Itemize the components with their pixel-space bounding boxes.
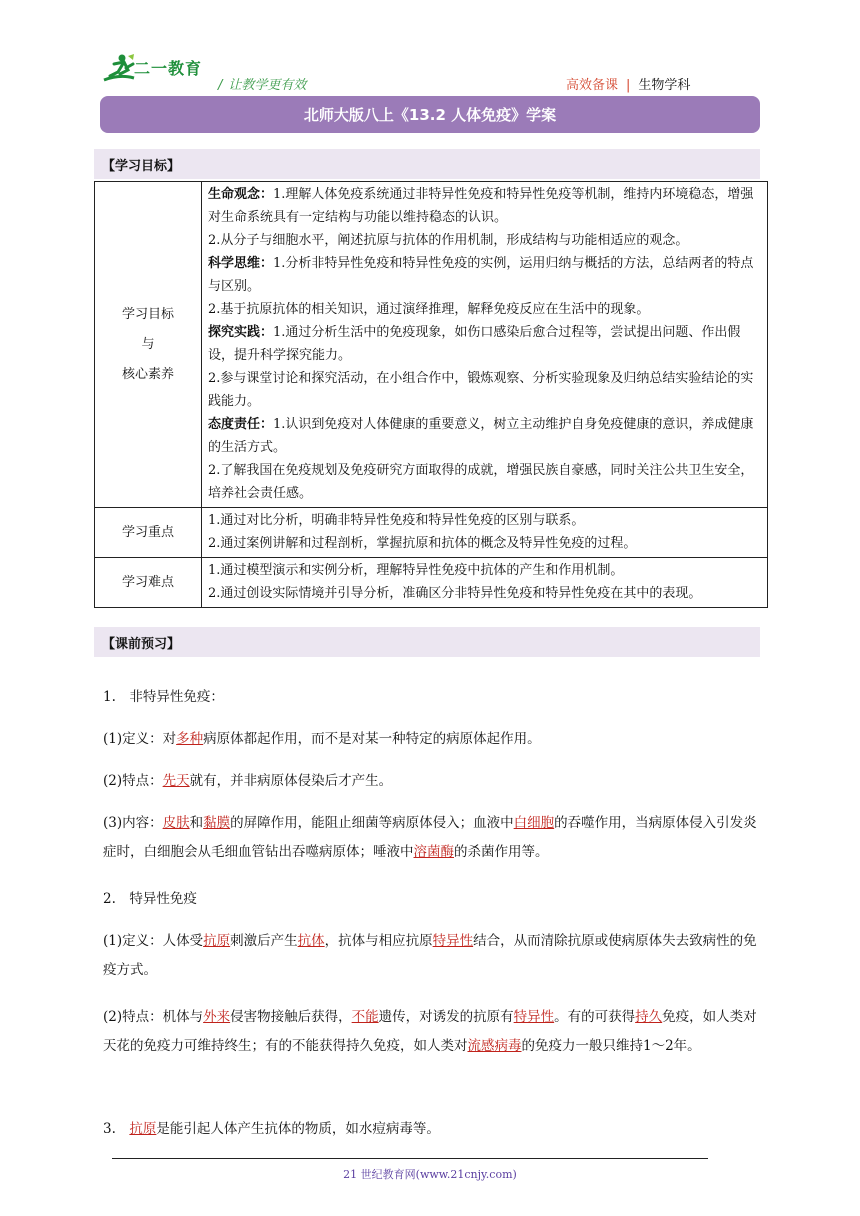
text: ，抗体与相应抗原: [324, 933, 433, 949]
answer-blank: 皮肤: [162, 815, 190, 831]
text: 就有，并非病原体侵染后才产生。: [189, 773, 393, 789]
answer-blank: 不能: [351, 1009, 379, 1025]
answer-blank: 流感病毒: [467, 1038, 522, 1054]
answer-blank: 多种: [176, 731, 204, 747]
preview-paragraph: [103, 767, 763, 796]
document-title-bar: [100, 96, 760, 133]
text: 。有的可获得: [554, 1009, 636, 1025]
objectives-label-cell: [95, 182, 202, 508]
footer-text: 21 世纪教育网(www.21cnjy.com): [343, 1168, 517, 1181]
objectives-table: [94, 181, 768, 608]
answer-blank: 外来: [203, 1009, 231, 1025]
text: (1)定义：对: [103, 731, 177, 747]
preview-paragraph: [103, 1003, 763, 1061]
text: 的吞噬作用，当病原体侵入引发炎症时，白细胞会从毛细血管钻出吞噬病原体；唾液中: [103, 815, 757, 860]
text: 3.: [103, 1121, 130, 1137]
objective-item: [208, 367, 763, 413]
slogan: / 让教学更有效: [218, 78, 307, 93]
slogan-text: 让教学更有效: [228, 78, 307, 93]
objective-item: [208, 298, 763, 321]
preview-paragraph: [103, 927, 763, 985]
text: 的屏障作用，能阻止细菌等病原体侵入；血液中: [230, 815, 514, 831]
objective-text: 2.基于抗原抗体的相关知识，通过演绎推理，解释免疫反应在生活中的现象。: [208, 302, 650, 317]
objectives-content-cell: [202, 182, 768, 508]
objective-item: [208, 459, 763, 505]
objective-text: 1.认识到免疫对人体健康的重要意义，树立主动维护自身免疫健康的意识，养成健康的生活方式。: [208, 417, 754, 455]
objective-item: [208, 229, 763, 252]
preview-paragraph: [103, 809, 763, 867]
key-points-label: 学习重点: [95, 508, 202, 558]
section-preview-header: [94, 627, 760, 657]
text: (1)定义：人体受: [103, 933, 204, 949]
tag-efficient-prep: 高效备课: [566, 78, 619, 93]
preview-paragraph: [103, 725, 763, 754]
objective-text: 1.理解人体免疫系统通过非特异性免疫和特异性免疫等机制，维持内环境稳态，增强对生命系统具有一定结构与功能以维持稳态的认识。: [208, 187, 754, 225]
answer-blank: 抗体: [297, 933, 325, 949]
brand-tags: [566, 74, 690, 93]
text: 免疫，如人类对天花的免疫力可维持终生；有的不能获得持久免疫，如人类对: [103, 1009, 757, 1054]
text: 的免疫力一般只维持1～2年。: [521, 1038, 701, 1054]
section-preview-title: 【课前预习】: [102, 636, 181, 652]
preview-paragraph: [103, 1115, 763, 1144]
key-point-item: 2.通过案例讲解和过程剖析，掌握抗原和抗体的概念及特异性免疫的过程。: [208, 536, 637, 551]
label-line: 学习目标: [121, 306, 174, 322]
objective-item: [208, 252, 763, 298]
preview-heading-2: 2. 特异性免疫: [103, 891, 197, 907]
footer-divider: [112, 1158, 708, 1159]
key-points-content: [202, 508, 768, 558]
label-line: 核心素养: [121, 366, 174, 382]
preview-heading-1: 1. 非特异性免疫：: [103, 689, 224, 705]
key-point-item: 1.通过对比分析，明确非特异性免疫和特异性免疫的区别与联系。: [208, 513, 585, 528]
difficulties-content: [202, 558, 768, 608]
section-objectives-header: [94, 149, 760, 179]
objective-item: [208, 413, 763, 459]
objective-keyword: 态度责任：: [208, 417, 274, 432]
table-row-objectives: [95, 182, 768, 508]
text: 结合，从而清除抗原或使病原体失去致病性的免疫方式。: [103, 933, 757, 978]
answer-blank: 抗原: [203, 933, 231, 949]
answer-blank: 先天: [162, 773, 190, 789]
section-objectives-title: 【学习目标】: [102, 158, 181, 174]
objective-keyword: 科学思维：: [208, 256, 274, 271]
text: (2)特点：: [103, 773, 163, 789]
objective-item: [208, 321, 763, 367]
answer-blank: 持久: [635, 1009, 663, 1025]
document-title: 北师大版八上《13.2 人体免疫》学案: [303, 106, 557, 124]
objective-keyword: 探究实践：: [208, 325, 274, 340]
text: 遗传，对诱发的抗原有: [378, 1009, 514, 1025]
objective-keyword: 生命观念：: [208, 187, 274, 202]
text: 和: [189, 815, 204, 831]
answer-blank: 溶菌酶: [413, 844, 454, 860]
tag-subject: 生物学科: [638, 78, 691, 93]
difficulty-item: 2.通过创设实际情境并引导分析，准确区分非特异性免疫和特异性免疫在其中的表现。: [208, 586, 702, 601]
objective-text: 1.分析非特异性免疫和特异性免疫的实例，运用归纳与概括的方法，总结两者的特点与区别。: [208, 256, 754, 294]
difficulties-label: 学习难点: [95, 558, 202, 608]
objective-text: 2.了解我国在免疫规划及免疫研究方面取得的成就，增强民族自豪感，同时关注公共卫生安全，培养社会责任感。: [208, 463, 754, 501]
text: 的杀菌作用等。: [454, 844, 549, 860]
objective-text: 2.参与课堂讨论和探究活动，在小组合作中，锻炼观察、分析实验现象及归纳总结实验结论的实践能力。: [208, 371, 754, 409]
text: 刺激后产生: [230, 933, 298, 949]
text: (3)内容：: [103, 815, 163, 831]
logo-text: 二一教育: [134, 59, 203, 78]
objective-text: 1.通过分析生活中的免疫现象，如伤口感染后愈合过程等，尝试提出问题、作出假设，提升科学探究能力。: [208, 325, 741, 363]
objective-text: 2.从分子与细胞水平，阐述抗原与抗体的作用机制，形成结构与功能相适应的观念。: [208, 233, 689, 248]
answer-blank: 特异性: [432, 933, 474, 949]
text: 是能引起人体产生抗体的物质，如水痘病毒等。: [156, 1121, 440, 1137]
answer-blank: 黏膜: [203, 815, 231, 831]
text: 侵害物接触后获得，: [230, 1009, 352, 1025]
answer-blank: 特异性: [513, 1009, 555, 1025]
text: (2)特点：机体与: [103, 1009, 204, 1025]
table-row-key-points: [95, 508, 768, 558]
objective-item: [208, 183, 763, 229]
answer-blank: 白细胞: [513, 815, 555, 831]
answer-blank: 抗原: [129, 1121, 157, 1137]
difficulty-item: 1.通过模型演示和实例分析，理解特异性免疫中抗体的产生和作用机制。: [208, 563, 624, 578]
label-line: 与: [141, 336, 155, 352]
tag-separator: |: [626, 78, 631, 93]
table-row-difficulties: [95, 558, 768, 608]
text: 病原体都起作用，而不是对某一种特定的病原体起作用。: [203, 731, 541, 747]
